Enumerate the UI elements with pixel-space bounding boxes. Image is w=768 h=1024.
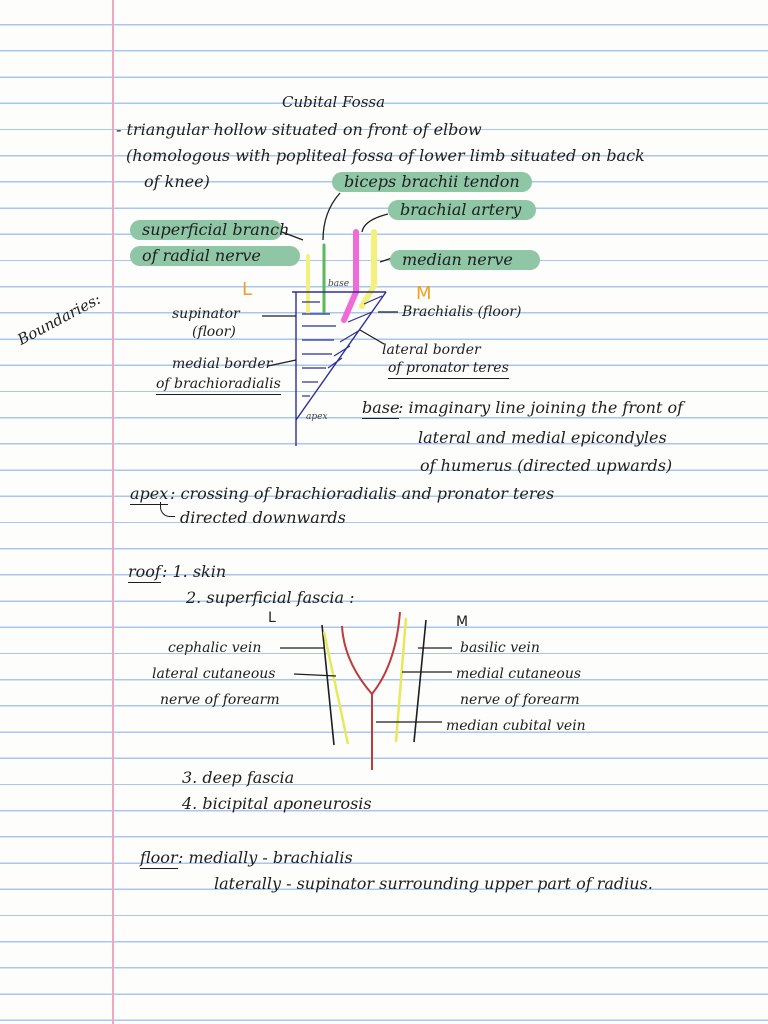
base-def-line-1: : imaginary line joining the front of — [398, 398, 684, 417]
vein-line-left — [322, 625, 334, 745]
medial-cutaneous-label-2: nerve of forearm — [460, 692, 580, 708]
brachialis-label: Brachialis (floor) — [402, 304, 522, 320]
intro-line-3: of knee) — [144, 172, 210, 191]
intro-line-1: - triangular hollow situated on front of elbow — [116, 120, 482, 139]
median-cubital-vein-label: median cubital vein — [446, 718, 586, 734]
biceps-label: biceps brachii tendon — [332, 172, 532, 192]
floor-term: floor — [140, 848, 178, 867]
superficial-branch-label-2: of radial nerve — [130, 246, 300, 266]
superficial-branch-label-1: superficial branch — [130, 220, 282, 240]
apex-term: apex — [130, 484, 169, 503]
base-def-line-2: lateral and medial epicondyles — [418, 428, 667, 447]
fascia-lateral-marker: L — [268, 610, 276, 626]
roof-item-2: 2. superficial fascia : — [186, 588, 355, 607]
brachial-artery-label: brachial artery — [388, 200, 536, 220]
median-nerve-label: median nerve — [390, 250, 540, 270]
intro-line-2: (homologous with popliteal fossa of lower limb situated on back — [126, 146, 645, 165]
roof-item-4: 4. bicipital aponeurosis — [182, 794, 372, 813]
page-title: Cubital Fossa — [282, 93, 386, 111]
medial-border-label-1: medial border — [172, 356, 273, 372]
lateral-cutaneous-label-2: nerve of forearm — [160, 692, 280, 708]
vein-y-upper — [342, 612, 400, 694]
lateral-marker: L — [242, 279, 253, 300]
base-term: base — [362, 398, 400, 417]
apex-tag: apex — [306, 412, 328, 422]
lateral-border-label-1: lateral border — [382, 342, 481, 358]
roof-item-1: : 1. skin — [162, 562, 227, 581]
apex-def-line-2: directed downwards — [180, 508, 346, 527]
basilic-vein-label: basilic vein — [460, 640, 540, 656]
roof-term: roof — [128, 562, 161, 581]
supinator-label-2: (floor) — [192, 324, 236, 340]
apex-def-line-1: : crossing of brachioradialis and pronator teres — [170, 484, 555, 503]
lateral-cutaneous-label-1: lateral cutaneous — [152, 666, 276, 682]
lateral-cut-pointer — [294, 674, 336, 676]
fascia-medial-marker: M — [456, 614, 469, 630]
floor-line-2: laterally - supinator surrounding upper part of radius. — [214, 874, 653, 893]
base-tag: base — [328, 279, 350, 289]
medial-cutaneous-label-1: medial cutaneous — [456, 666, 582, 682]
medial-border-label-2: of brachioradialis — [156, 374, 281, 395]
cephalic-vein-label: cephalic vein — [168, 640, 262, 656]
floor-line-1: : medially - brachialis — [178, 848, 353, 867]
supinator-label-1: supinator — [172, 306, 240, 322]
base-def-line-3: of humerus (directed upwards) — [420, 456, 673, 475]
vein-line-right — [414, 620, 426, 742]
boundaries-label: Boundaries: — [14, 289, 104, 349]
roof-item-3: 3. deep fascia — [182, 768, 295, 787]
lateral-border-label-2: of pronator teres — [388, 358, 509, 379]
medial-marker: M — [416, 283, 432, 304]
